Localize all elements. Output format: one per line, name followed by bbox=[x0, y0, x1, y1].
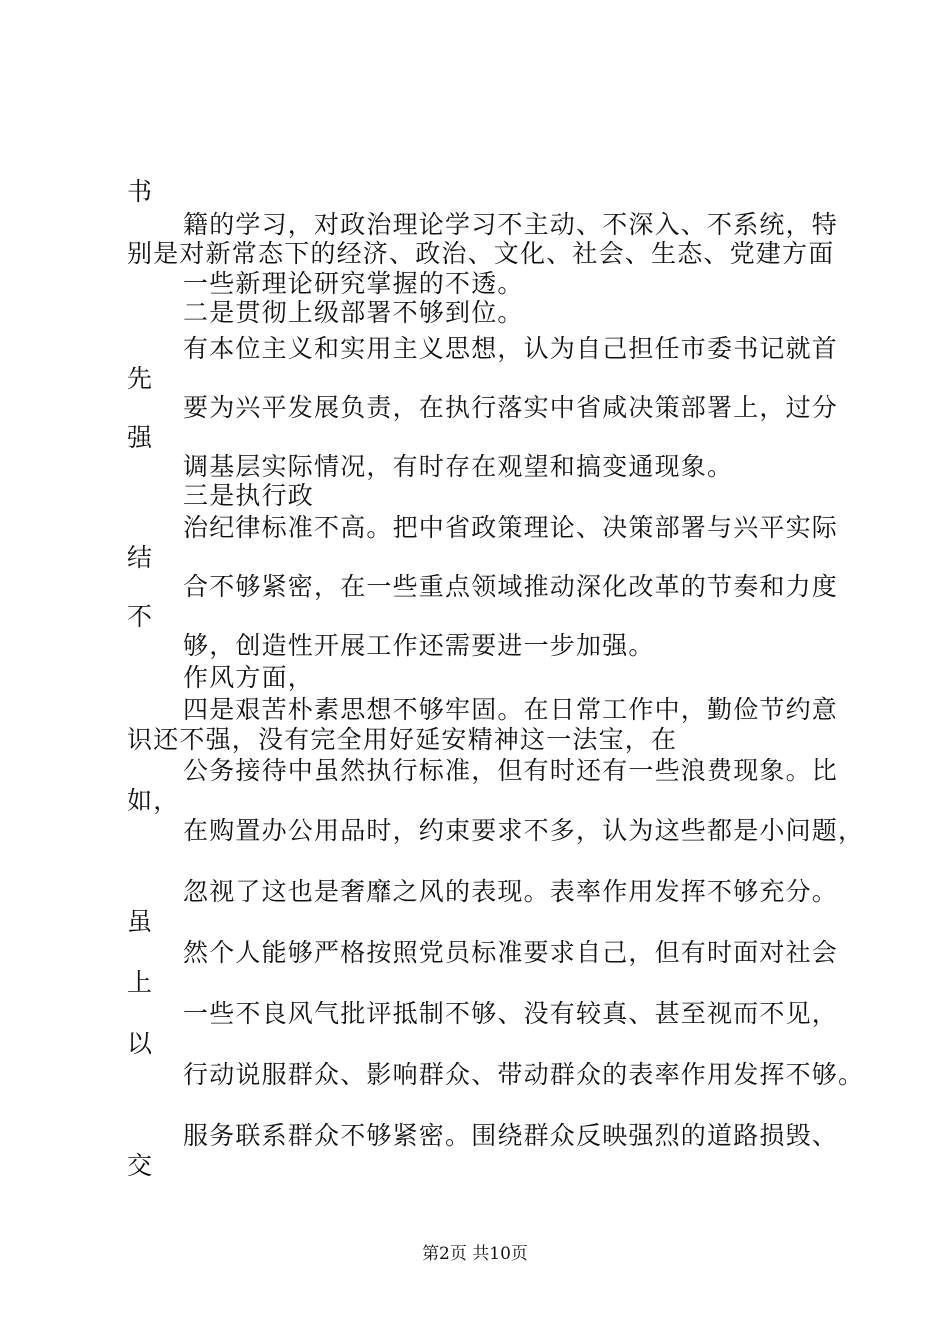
text-line-30: 服务联系群众不够紧密。围绕群众反映强烈的道路损毁、 bbox=[183, 1121, 839, 1150]
text-line-1: 书 bbox=[127, 177, 154, 206]
text-line-25: 然个人能够严格按照党员标准要求自己，但有时面对社会 bbox=[183, 938, 839, 967]
text-line-17: 作风方面， bbox=[183, 663, 315, 692]
text-line-29: 行动说服群众、影响群众、带动群众的表率作用发挥不够。 bbox=[183, 1060, 865, 1089]
text-line-20: 公务接待中虽然执行标准，但有时还有一些浪费现象。比 bbox=[183, 756, 839, 785]
text-line-11: 三是执行政 bbox=[183, 481, 315, 510]
text-line-24: 虽 bbox=[127, 907, 154, 936]
text-line-22: 在购置办公用品时，约束要求不多，认为这些都是小问题， bbox=[183, 816, 865, 845]
text-line-26: 上 bbox=[127, 968, 154, 997]
text-line-23: 忽视了这也是奢靡之风的表现。表率作用发挥不够充分。 bbox=[183, 877, 839, 906]
text-line-28: 以 bbox=[127, 1029, 154, 1058]
text-line-14: 合不够紧密，在一些重点领域推动深化改革的节奏和力度 bbox=[183, 572, 839, 601]
text-line-7: 先 bbox=[127, 364, 154, 393]
text-line-18: 四是艰苦朴素思想不够牢固。在日常工作中，勤俭节约意 bbox=[183, 695, 839, 724]
page-number-footer: 第2页 共10页 bbox=[422, 1244, 528, 1264]
text-line-27: 一些不良风气批评抵制不够、没有较真、甚至视而不见， bbox=[183, 999, 839, 1028]
text-line-9: 强 bbox=[127, 423, 154, 452]
text-line-6: 有本位主义和实用主义思想，认为自己担任市委书记就首 bbox=[183, 334, 839, 363]
text-line-31: 交 bbox=[127, 1151, 154, 1180]
text-line-3: 别是对新常态下的经济、政治、文化、社会、生态、党建方面 bbox=[127, 239, 835, 268]
text-line-5: 二是贯彻上级部署不够到位。 bbox=[183, 298, 524, 327]
text-line-2: 籍的学习，对政治理论学习不主动、不深入、不系统，特 bbox=[183, 210, 839, 239]
text-line-12: 治纪律标准不高。把中省政策理论、决策部署与兴平实际 bbox=[183, 513, 839, 542]
text-line-15: 不 bbox=[127, 602, 154, 631]
text-line-8: 要为兴平发展负责，在执行落实中省咸决策部署上，过分 bbox=[183, 393, 839, 422]
text-line-19: 识还不强，没有完全用好延安精神这一法宝，在 bbox=[127, 725, 678, 754]
text-line-13: 结 bbox=[127, 543, 154, 572]
text-line-21: 如， bbox=[127, 786, 180, 815]
text-line-4: 一些新理论研究掌握的不透。 bbox=[183, 269, 524, 298]
text-line-16: 够，创造性开展工作还需要进一步加强。 bbox=[183, 631, 655, 660]
text-line-10: 调基层实际情况，有时存在观望和搞变通现象。 bbox=[183, 452, 734, 481]
